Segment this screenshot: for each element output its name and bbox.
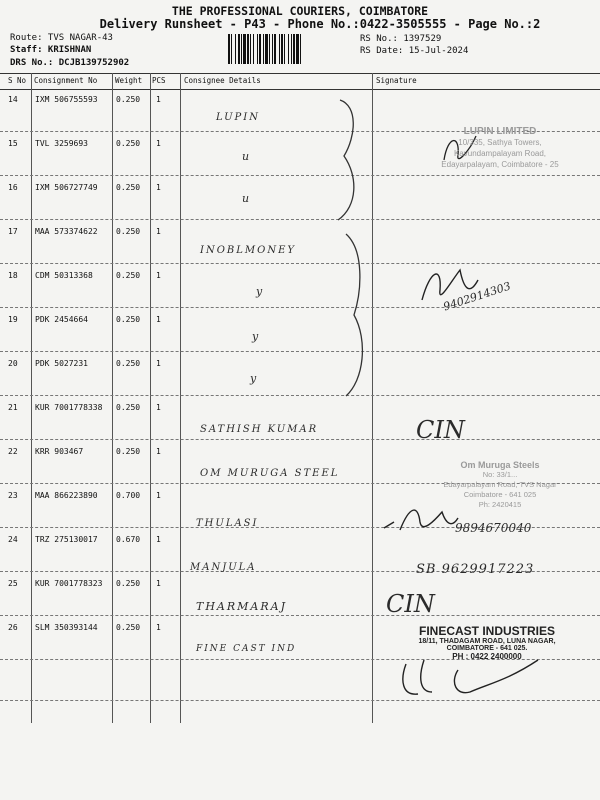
handwriting-consignee: u [242,192,252,205]
handwriting-consignee: LUPIN [216,112,260,123]
signature-scribble [420,260,480,310]
cell-consignment: KUR 7001778338 [35,403,103,412]
cell-pcs: 1 [156,403,161,412]
stamp-line: Edayarpalayam Road, TVS Nagar [443,480,557,489]
stamp-line: 10/335, Sathya Towers, [458,138,542,147]
cell-sno: 25 [8,579,18,588]
column-divider [150,73,151,723]
cell-pcs: 1 [156,535,161,544]
cell-sno: 21 [8,403,18,412]
cell-pcs: 1 [156,183,161,192]
cell-consignment: PDK 2454664 [35,315,88,324]
cell-consignment: PDK 5027231 [35,359,88,368]
cell-weight: 0.250 [116,183,141,192]
cell-pcs: 1 [156,95,161,104]
handwriting-signature: CIN [386,590,435,618]
cell-consignment: IXM 506755593 [35,95,98,104]
table-header [0,73,600,90]
row-separator [0,439,600,440]
cell-consignment: SLM 350393144 [35,623,98,632]
cell-consignment: IXM 506727749 [35,183,98,192]
col-sno: S No [8,76,27,85]
cell-pcs: 1 [156,491,161,500]
column-divider [180,73,181,723]
cell-sno: 22 [8,447,18,456]
staff-label: Staff: KRISHNAN [10,45,92,55]
row-separator [0,307,600,308]
stamp-line: Coimbatore - 641 025 [463,490,537,499]
drs-label: DRS No.: DCJB139752902 [10,58,130,68]
cell-weight: 0.250 [116,271,141,280]
stamp-line: Ph: 2420415 [478,500,522,509]
cell-weight: 0.250 [116,359,141,368]
cell-sno: 18 [8,271,18,280]
handwriting-consignee: INOBLMONEY [200,245,296,256]
cell-pcs: 1 [156,227,161,236]
stamp-line: Om Muruga Steels [460,460,540,470]
handwriting-signature: SB 9629917223 [416,562,535,577]
row-separator [0,395,600,396]
cell-sno: 23 [8,491,18,500]
route-label: Route: TVS NAGAR-43 [10,33,113,43]
brace-mark [340,230,370,400]
cell-consignment: MAA 866223890 [35,491,98,500]
stamp-line: LUPIN LIMITED [463,126,537,137]
cell-sno: 17 [8,227,18,236]
cell-consignment: KUR 7001778323 [35,579,103,588]
page-subtitle: Delivery Runsheet - P43 - Phone No.:0422-3505555 - Page No.:2 [99,17,541,31]
cell-consignment: CDM 50313368 [35,271,93,280]
row-separator [0,700,600,701]
cell-weight: 0.250 [116,623,141,632]
row-separator [0,615,600,616]
row-separator [0,175,600,176]
cell-consignment: KRR 903467 [35,447,84,456]
cell-weight: 0.250 [116,95,141,104]
stamp-line: No: 33/1... [482,470,518,479]
handwriting-signature: 9894670040 [455,521,532,535]
cell-consignment: TVL 3259693 [35,139,88,148]
handwriting-consignee: FINE CAST IND [196,644,297,654]
col-pcs: PCS [152,76,166,85]
cell-sno: 14 [8,95,18,104]
brace-mark [330,96,360,226]
cell-pcs: 1 [156,139,161,148]
cell-consignment: TRZ 275130017 [35,535,98,544]
cell-sno: 20 [8,359,18,368]
column-divider [31,73,32,723]
handwriting-consignee: MANJULA [190,562,257,573]
cell-pcs: 1 [156,579,161,588]
stamp-line: Edayarpalayam, Coimbatore - 25 [441,160,559,169]
barcode-bar [301,34,303,64]
handwriting-consignee: THULASI [196,518,259,529]
handwriting-consignee: OM MURUGA STEEL [200,468,340,479]
handwriting-consignee: y [250,372,259,385]
col-weight: Weight [115,76,143,85]
cell-weight: 0.250 [116,579,141,588]
handwriting-consignee: THARMARAJ [196,600,287,613]
cell-pcs: 1 [156,447,161,456]
cell-pcs: 1 [156,359,161,368]
col-consignment: Consignment No [34,76,98,85]
cell-sno: 19 [8,315,18,324]
cell-sno: 15 [8,139,18,148]
column-divider [372,73,373,723]
row-separator [0,219,600,220]
stamp-line: Kavundampalayam Road, [453,149,547,158]
handwriting-signature: 9402914303 [441,279,513,314]
rs-number: RS No.: 1397529 [360,34,442,44]
cell-weight: 0.670 [116,535,141,544]
handwriting-signature: CIN [416,416,465,444]
handwriting-consignee: y [256,285,265,298]
stamp-line: FINECAST INDUSTRIES [418,624,555,638]
cell-weight: 0.250 [116,139,141,148]
row-separator [0,263,600,264]
handwriting-consignee: u [242,150,252,163]
barcode [228,34,352,64]
cell-pcs: 1 [156,271,161,280]
page-title: THE PROFESSIONAL COURIERS, COIMBATORE [171,4,429,18]
col-consignee: Consignee Details [184,76,261,85]
cell-sno: 24 [8,535,18,544]
cell-weight: 0.700 [116,491,141,500]
company-stamp [400,126,600,170]
cell-pcs: 1 [156,315,161,324]
cell-consignment: MAA 573374622 [35,227,98,236]
cell-sno: 16 [8,183,18,192]
cell-sno: 26 [8,623,18,632]
stamp-line: COIMBATORE - 641 025. [446,645,528,652]
handwriting-consignee: SATHISH KUMAR [200,424,319,435]
cell-weight: 0.250 [116,447,141,456]
cell-weight: 0.250 [116,227,141,236]
company-stamp [400,460,600,510]
stamp-line: 18/11, THADAGAM ROAD, LUNA NAGAR, [418,638,556,645]
col-signature: Signature [376,76,417,85]
cell-weight: 0.250 [116,315,141,324]
cell-weight: 0.250 [116,403,141,412]
company-stamp [382,624,592,661]
rs-date: RS Date: 15-Jul-2024 [360,46,469,56]
cell-pcs: 1 [156,623,161,632]
row-separator [0,351,600,352]
handwriting-consignee: y [252,330,261,343]
column-divider [112,73,113,723]
stamp-line: PH : 0422 2400000 [452,652,522,661]
